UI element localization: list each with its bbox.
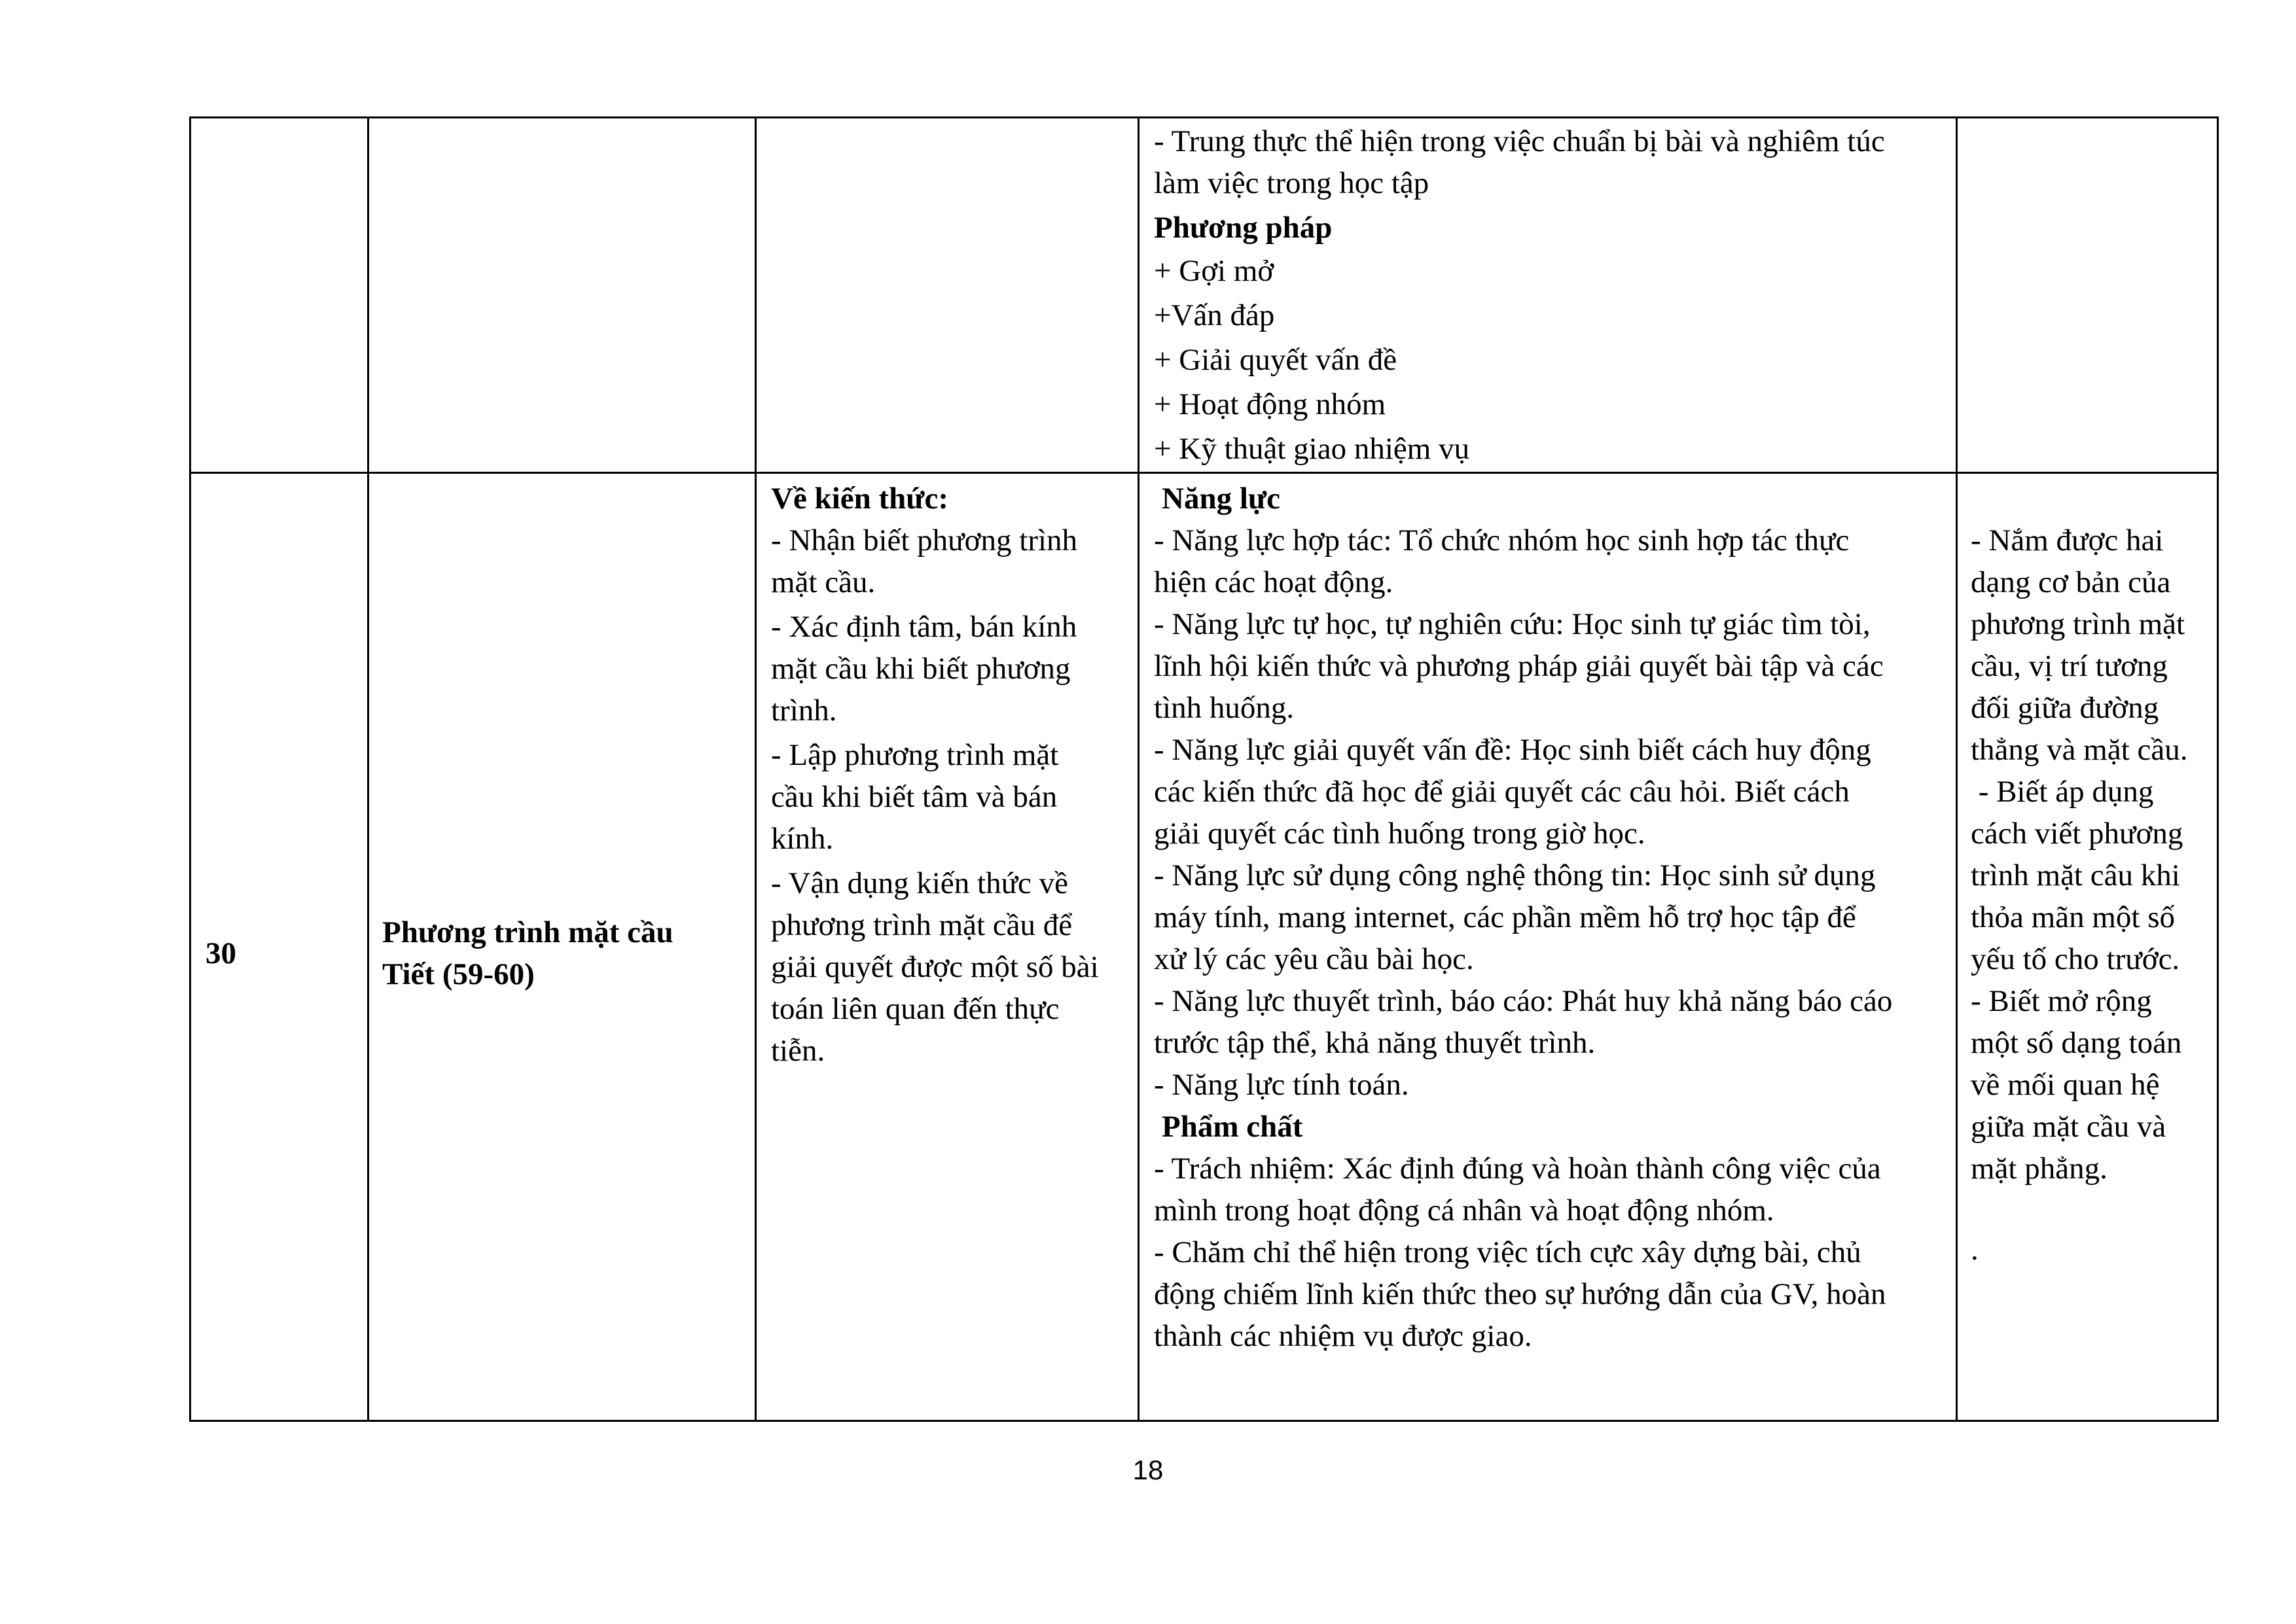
cell-notes-empty: [1957, 118, 2218, 473]
note-item: cầu, vị trí tương: [1971, 649, 2168, 683]
knowledge-item: tiễn.: [771, 1034, 825, 1068]
method-item: + Hoạt động nhóm: [1154, 387, 1386, 421]
competence-item: các kiến thức đã học để giải quyết các câu hỏi. Biết cách: [1154, 775, 1850, 809]
knowledge-item: phương trình mặt cầu để: [771, 908, 1073, 942]
lesson-plan-table: [189, 116, 2219, 1422]
knowledge-item: - Nhận biết phương trình: [771, 523, 1078, 557]
method-heading: Phương pháp: [1154, 211, 1333, 245]
quality-item: mình trong hoạt động cá nhân và hoạt động nhóm.: [1154, 1193, 1774, 1227]
knowledge-item: cầu khi biết tâm và bán: [771, 780, 1058, 814]
knowledge-item: - Lập phương trình mặt: [771, 738, 1059, 772]
cell-topic-empty: [368, 118, 756, 473]
cell-number-empty: [190, 118, 368, 473]
competence-item: - Năng lực tự học, tự nghiên cứu: Học sinh tự giác tìm tòi,: [1154, 607, 1871, 641]
cell-competence-prev: [1139, 118, 1957, 473]
quality-item: thành các nhiệm vụ được giao.: [1154, 1319, 1532, 1353]
competence-item: - Năng lực sử dụng công nghệ thông tin: Học sinh sử dụng: [1154, 858, 1876, 892]
quality-item: - Trách nhiệm: Xác định đúng và hoàn thành công việc của: [1154, 1152, 1881, 1186]
note-item: đối giữa đường: [1971, 691, 2159, 725]
quality-item: động chiếm lĩnh kiến thức theo sự hướng dẫn của GV, hoàn: [1154, 1277, 1886, 1311]
method-item: + Kỹ thuật giao nhiệm vụ: [1154, 432, 1470, 466]
knowledge-item: - Xác định tâm, bán kính: [771, 610, 1077, 644]
note-item: yếu tố cho trước.: [1971, 942, 2180, 976]
knowledge-item: trình.: [771, 694, 837, 728]
note-item: - Biết mở rộng: [1971, 984, 2152, 1018]
text-line: làm việc trong học tập: [1154, 166, 1429, 200]
quality-heading: Phẩm chất: [1162, 1110, 1303, 1144]
topic-title: Phương trình mặt cầu: [382, 915, 673, 949]
knowledge-item: giải quyết được một số bài: [771, 950, 1099, 984]
note-item: phương trình mặt: [1971, 607, 2185, 641]
knowledge-item: - Vận dụng kiến thức về: [771, 866, 1069, 900]
knowledge-heading: Về kiến thức:: [771, 482, 949, 516]
cell-notes: [1957, 473, 2218, 1421]
competence-heading: Năng lực: [1162, 482, 1280, 516]
competence-item: giải quyết các tình huống trong giờ học.: [1154, 817, 1645, 851]
competence-item: - Năng lực tính toán.: [1154, 1068, 1409, 1102]
competence-item: tình huống.: [1154, 691, 1295, 725]
table-row: [190, 473, 2218, 1421]
note-item: thỏa mãn một số: [1971, 900, 2175, 934]
knowledge-item: toán liên quan đến thực: [771, 992, 1060, 1026]
knowledge-item: kính.: [771, 822, 834, 856]
competence-item: hiện các hoạt động.: [1154, 565, 1393, 599]
lesson-number: 30: [206, 936, 236, 970]
note-item: một số dạng toán: [1971, 1026, 2182, 1060]
competence-item: - Năng lực hợp tác: Tổ chức nhóm học sinh hợp tác thực: [1154, 523, 1850, 557]
note-item: dạng cơ bản của: [1971, 565, 2171, 599]
note-item: giữa mặt cầu và: [1971, 1110, 2166, 1144]
cell-number: [190, 473, 368, 1421]
knowledge-item: mặt cầu khi biết phương: [771, 652, 1071, 686]
cell-knowledge: [756, 473, 1139, 1421]
cell-knowledge-empty: [756, 118, 1139, 473]
note-item: về mối quan hệ: [1971, 1068, 2160, 1102]
text-line: - Trung thực thể hiện trong việc chuẩn bị bài và nghiêm túc: [1154, 124, 1885, 158]
method-item: +Vấn đáp: [1154, 298, 1275, 332]
note-item: mặt phẳng.: [1971, 1152, 2108, 1186]
note-item: cách viết phương: [1971, 817, 2183, 851]
cell-competence: [1139, 473, 1957, 1421]
method-item: + Gợi mở: [1154, 254, 1274, 288]
page-number: 18: [1132, 1455, 1164, 1485]
cell-topic: [368, 473, 756, 1421]
quality-item: - Chăm chỉ thể hiện trong việc tích cực xây dựng bài, chủ: [1154, 1235, 1861, 1269]
topic-period: Tiết (59-60): [382, 957, 535, 991]
knowledge-item: mặt cầu.: [771, 565, 876, 599]
competence-item: - Năng lực giải quyết vấn đề: Học sinh biết cách huy động: [1154, 733, 1871, 767]
table-row: [190, 118, 2218, 473]
competence-item: xử lý các yêu cầu bài học.: [1154, 942, 1474, 976]
lesson-topic: [369, 898, 755, 995]
note-item: trình mặt câu khi: [1971, 858, 2180, 892]
note-item: - Biết áp dụng: [1971, 775, 2154, 809]
competence-item: - Năng lực thuyết trình, báo cáo: Phát huy khả năng báo cáo: [1154, 984, 1893, 1018]
competence-item: lĩnh hội kiến thức và phương pháp giải quyết bài tập và các: [1154, 649, 1884, 683]
competence-item: máy tính, mang internet, các phần mềm hỗ trợ học tập để: [1154, 900, 1856, 934]
note-item: - Nắm được hai: [1971, 523, 2164, 557]
competence-item: trước tập thể, khả năng thuyết trình.: [1154, 1026, 1596, 1060]
note-item: thẳng và mặt cầu.: [1971, 733, 2188, 767]
note-trailing-dot: .: [1971, 1233, 1979, 1267]
method-item: + Giải quyết vấn đề: [1154, 343, 1397, 377]
